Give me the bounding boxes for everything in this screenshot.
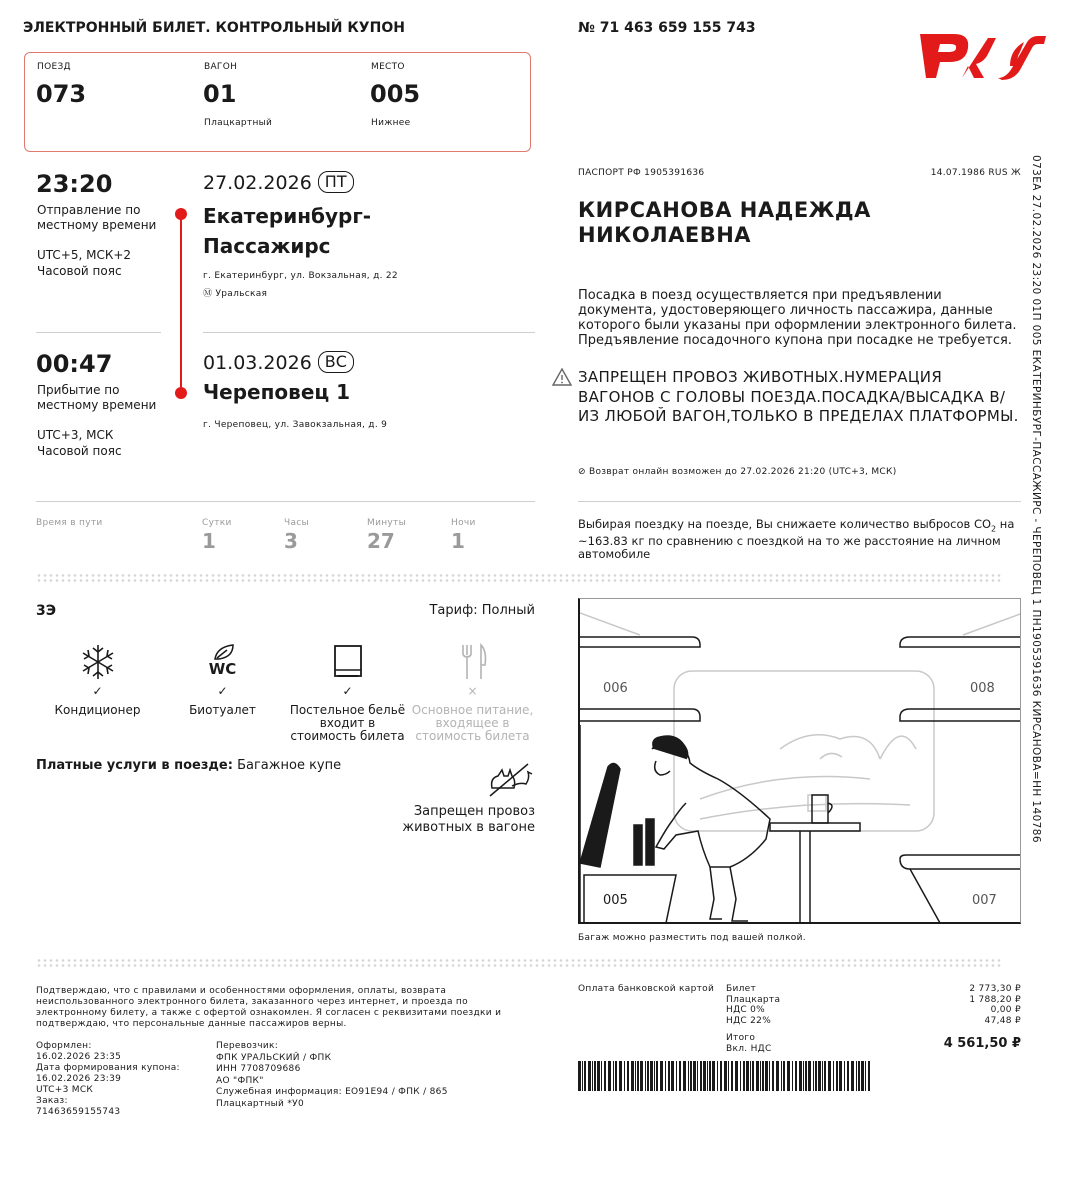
seat-008: 008 [970,681,995,696]
departure-station: Екатеринбург- Пассажирс [203,204,372,258]
travel-minutes: 27 [367,529,395,553]
ticket-title: ЭЛЕКТРОННЫЙ БИЛЕТ. КОНТРОЛЬНЫЙ КУПОН [23,20,405,36]
arrival-tz: UTC+3, МСК [37,428,114,442]
arrival-date-row [203,351,354,374]
passenger-name: КИРСАНОВА НАДЕЖДА НИКОЛАЕВНА [578,198,871,247]
departure-time: 23:20 [36,170,113,198]
arrival-dot [175,387,187,399]
train-number: 073 [36,80,87,108]
amenity-wc [160,643,285,717]
travel-nights-label: Ночи [451,518,476,528]
amenity-label: Основное питание, входящее в стоимость билета [411,703,534,743]
seat-label: МЕСТО [371,62,405,72]
departure-date: 27.02.2026 [203,172,312,194]
snowflake-icon [80,643,116,681]
total-labels: Итого Вкл. НДС [726,1033,772,1054]
departure-weekday: ПТ [318,171,354,193]
eco-note: Выбирая поездку на поезде, Вы снижаете количество выбросов $CO_2$ на ~163.83 кг по сравнению с поездкой на то же расстояние на личном автомобиле [578,517,1015,562]
rzd-logo [914,18,1048,86]
travel-hours: 3 [284,529,298,553]
amenity-meals [410,643,535,743]
refund-info: ⊘ Возврат онлайн возможен до 27.02.2026 21:20 (UTC+3, МСК) [578,467,897,477]
compartment-illustration [580,599,1021,924]
departure-date-row [203,171,354,194]
seat-006: 006 [603,681,628,696]
agreement-text: Подтверждаю, что с правилами и особенностями оформления, оплаты, возврата неиспользованного электронного билета, заказанного через интернет, и проезда по электронному билету, а также с офертой ознакомлен. Я согласен с реквизитами поездки и подтверждаю, что персональные данные пассажиров верны. [36,986,502,1029]
travel-hours-label: Часы [284,518,309,528]
travel-minutes-label: Минуты [367,518,406,528]
travel-time-label: Время в пути [36,518,103,528]
order-info: Оформлен: 16.02.2026 23:35 Дата формирования купона: 16.02.2026 23:39 UTC+3 МСК Заказ: 71463659155743 [36,1041,180,1117]
amenity-mark: ✓ [92,684,103,698]
no-icon: ⊘ [578,467,586,477]
no-pets-text: Запрещен провоз животных в вагоне [402,804,535,835]
birth-info: 14.07.1986 RUS Ж [930,168,1021,178]
fork-knife-icon [455,643,491,681]
divider [36,332,161,333]
price-row: НДС 22% 47,48 ₽ [726,1015,1021,1026]
seat-map [578,598,1021,924]
divider [36,501,535,502]
train-label: ПОЕЗД [37,62,71,72]
price-row: Билет 2 773,30 ₽ [726,984,1021,994]
route-line [180,213,182,393]
departure-address: г. Екатеринбург, ул. Вокзальная, д. 22 [203,271,398,281]
arrival-weekday: ВС [318,351,354,373]
amenity-label: Биотуалет [189,703,256,717]
travel-days: 1 [202,529,216,553]
car-number: 01 [203,80,237,108]
amenity-mark: × [467,684,478,698]
warning-icon [552,368,572,390]
metro-icon: Ⓜ [203,289,213,299]
warning-text: ЗАПРЕЩЕН ПРОВОЗ ЖИВОТНЫХ.НУМЕРАЦИЯ ВАГОНОВ С ГОЛОВЫ ПОЕЗДА.ПОСАДКА/ВЫСАДКА В/ИЗ ЛЮБОЙ ВАГОН,ТОЛЬКО В ПРЕДЕЛАХ ПЛАТФОРМЫ. [578,368,1019,425]
payment-method: Оплата банковской картой [578,984,715,994]
departure-tz-label: Часовой пояс [37,264,122,278]
perforation [36,573,1003,583]
seat-number: 005 [370,80,421,108]
barcode [578,1061,872,1091]
seat-type: Нижнее [371,118,411,128]
car-type: Плацкартный [204,118,273,128]
tariff: Тариф: Полный [429,603,535,618]
amenity-label: Постельное бельё входит в стоимость билета [289,703,406,743]
amenity-mark: ✓ [217,684,228,698]
price-breakdown [726,984,1021,1026]
wc-icon: WC [205,643,241,681]
amenity-label: Кондиционер [54,703,141,717]
arrival-address: г. Череповец, ул. Завокзальная, д. 9 [203,420,388,430]
price-row: НДС 0% 0,00 ₽ [726,1005,1021,1015]
departure-time-note: Отправление по местному времени [37,203,157,232]
amenity-ac [35,643,160,717]
boarding-note: Посадка в поезд осуществляется при предъявлении документа, удостоверяющего личность пассажира, данные которого были указаны при оформлении электронного билета. Предъявление посадочного купона при посадке не требуется. [578,288,1017,348]
amenity-mark: ✓ [342,684,353,698]
ticket-number: № 71 463 659 155 743 [578,20,756,36]
side-strip [1030,155,1050,865]
travel-days-label: Сутки [202,518,232,528]
service-class: 3Э [36,603,57,619]
linen-icon [330,643,366,681]
departure-metro: Ⓜ Уральская [203,289,268,299]
side-text: 073ЕА 27.02.2026 23:20 01П 005 ЕКАТЕРИНБУРГ-ПАССАЖИРС - ЧЕРЕПОВЕЦ 1 ПН1905391636 КИРСАНОВА=НН 140786 [1030,155,1042,843]
total-amount: 4 561,50 ₽ [943,1036,1021,1051]
seat-map-caption: Багаж можно разместить под вашей полкой. [578,933,806,943]
arrival-time-note: Прибытие по местному времени [37,383,157,412]
divider [578,501,1021,502]
travel-nights: 1 [451,529,465,553]
arrival-date: 01.03.2026 [203,352,312,374]
no-pets-icon [486,762,534,802]
departure-tz: UTC+5, МСК+2 [37,248,132,262]
carrier-info: Перевозчик: ФПК УРАЛЬСКИЙ / ФПК ИНН 7708709686 АО "ФПК" Служебная информация: ЕО91Е94 / ФПК / 865 Плацкартный *У0 [216,1041,448,1109]
paid-services: Платные услуги в поезде: Багажное купе [36,758,342,773]
seat-007: 007 [972,893,997,908]
car-label: ВАГОН [204,62,238,72]
arrival-time: 00:47 [36,350,113,378]
amenity-linen [285,643,410,743]
arrival-station: Череповец 1 [203,380,351,404]
seat-005: 005 [603,893,628,908]
train-info-box [24,52,531,152]
price-row: Плацкарта 1 788,20 ₽ [726,994,1021,1005]
divider [203,332,535,333]
perforation [36,958,1003,968]
arrival-tz-label: Часовой пояс [37,444,122,458]
departure-dot [175,208,187,220]
passport: ПАСПОРТ РФ 1905391636 [578,168,705,178]
